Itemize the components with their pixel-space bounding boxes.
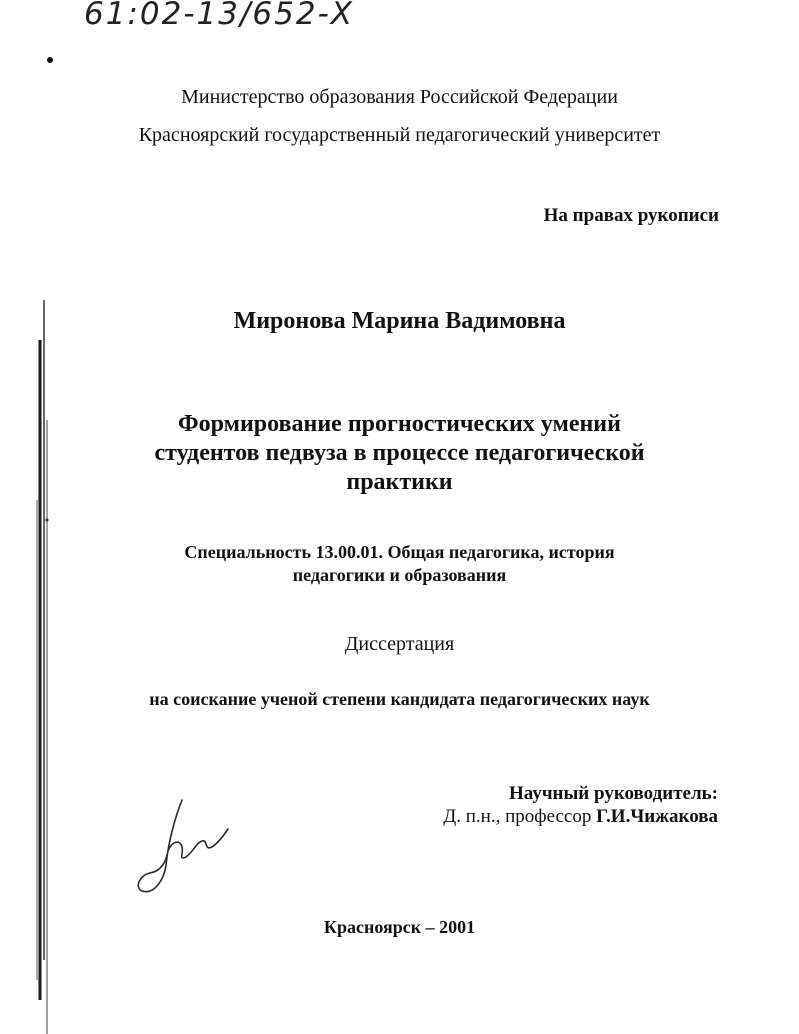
dissertation-title <box>0 410 799 497</box>
ministry-name: Министерство образования Российской Федерации <box>181 86 618 108</box>
supervisor-line <box>443 805 718 828</box>
title-line: Формирование прогностических умений <box>178 411 621 437</box>
university-name: Красноярский государственный педагогический университет <box>138 124 661 146</box>
title-line: практики <box>346 469 453 495</box>
specialty-line: педагогики и образования <box>292 565 507 585</box>
document-type: Диссертация <box>344 633 455 655</box>
archive-number-handwritten: 61:02-13/652-Х <box>84 0 355 32</box>
supervisor-label: Научный руководитель: <box>509 783 718 804</box>
city-year: Красноярск – 2001 <box>323 917 476 937</box>
degree-statement: на соискание ученой степени кандидата педагогических наук <box>149 689 650 709</box>
binding-edge-marks <box>0 0 60 1034</box>
specialty-line: Специальность 13.00.01. Общая педагогика, история <box>184 542 615 562</box>
signature <box>132 795 232 900</box>
title-line: студентов педвуза в процессе педагогической <box>154 440 645 466</box>
supervisor-prefix: Д. п.н., профессор <box>443 806 592 827</box>
supervisor-block <box>443 782 718 828</box>
manuscript-note: На правах рукописи <box>543 205 719 226</box>
supervisor-name: Г.И.Чижакова <box>596 806 718 827</box>
author-name: Миронова Марина Вадимовна <box>233 308 566 334</box>
specialty <box>0 541 799 587</box>
